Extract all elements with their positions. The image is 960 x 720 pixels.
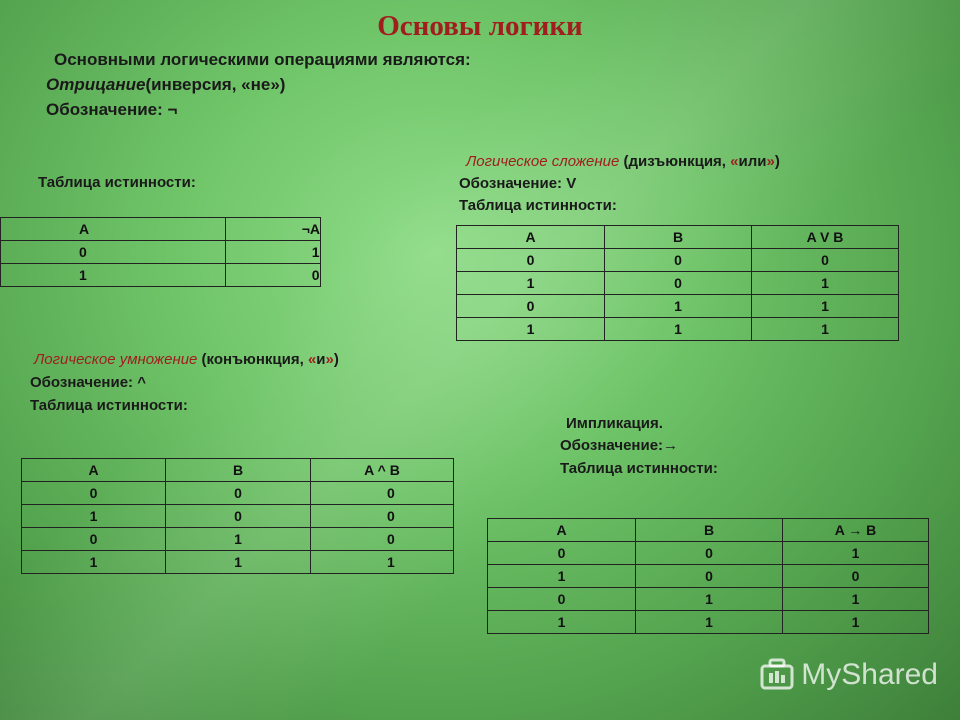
- table-cell: 0: [605, 249, 752, 272]
- or-notation: Обозначение: V: [459, 175, 577, 192]
- and-desc-open: (конъюнкция,: [197, 351, 308, 368]
- table-cell: 0: [636, 565, 783, 588]
- and-quote-close: »: [325, 351, 334, 368]
- table-cell: 0: [488, 542, 636, 565]
- table-header-cell: B: [166, 459, 311, 482]
- table-cell: 1: [783, 588, 929, 611]
- and-desc-close: ): [333, 351, 339, 368]
- table-header-cell: ¬A: [225, 218, 320, 241]
- table-cell: 1: [311, 551, 454, 574]
- table-row: [457, 249, 899, 272]
- imp-truth-table: [487, 518, 929, 634]
- or-desc-open: (дизъюнкция,: [619, 153, 731, 170]
- table-row: [1, 241, 321, 264]
- intro-line: Основными логическими операциями являются:: [54, 50, 471, 69]
- and-word: и: [316, 351, 326, 368]
- and-truth-label: Таблица истинности:: [30, 397, 188, 414]
- table-header-cell: A: [22, 459, 166, 482]
- table-row: [1, 264, 321, 287]
- table-cell: 0: [311, 528, 454, 551]
- table-header-cell: A ^ B: [311, 459, 454, 482]
- negation-name: Отрицание: [46, 75, 146, 94]
- negation-line: [46, 75, 285, 95]
- negation-notation: Обозначение: ¬: [46, 100, 178, 119]
- table-row: [488, 542, 929, 565]
- or-truth-table: [456, 225, 899, 341]
- table-cell: 1: [1, 264, 226, 287]
- table-cell: 0: [22, 482, 166, 505]
- or-quote-open: «: [730, 153, 739, 170]
- table-header-row: [22, 459, 454, 482]
- or-quote-close: »: [766, 153, 775, 170]
- table-row: [488, 611, 929, 634]
- and-notation: Обозначение: ^: [30, 374, 146, 391]
- table-cell: 1: [605, 318, 752, 341]
- table-cell: 0: [311, 505, 454, 528]
- imp-heading: Импликация.: [566, 415, 663, 432]
- table-header-cell: B: [636, 519, 783, 542]
- myshared-icon: [759, 658, 795, 692]
- table-header-cell: A: [1, 218, 226, 241]
- table-cell: 1: [22, 551, 166, 574]
- table-header-cell: A → B: [783, 519, 929, 542]
- table-header-row: [457, 226, 899, 249]
- table-cell: 0: [225, 264, 320, 287]
- table-row: [457, 318, 899, 341]
- table-cell: 0: [783, 565, 929, 588]
- table-cell: 0: [1, 241, 226, 264]
- table-cell: 0: [311, 482, 454, 505]
- table-row: [488, 565, 929, 588]
- table-cell: 1: [166, 528, 311, 551]
- or-word: или: [738, 153, 767, 170]
- table-row: [22, 505, 454, 528]
- and-quote-open: «: [307, 351, 317, 368]
- table-cell: 0: [166, 505, 311, 528]
- table-cell: 1: [488, 611, 636, 634]
- table-cell: 1: [783, 611, 929, 634]
- page-title: Основы логики: [377, 10, 583, 42]
- and-truth-table: [21, 458, 454, 574]
- table-cell: 0: [457, 295, 605, 318]
- table-cell: 1: [488, 565, 636, 588]
- and-heading: [34, 349, 339, 370]
- table-row: [488, 588, 929, 611]
- table-cell: 0: [457, 249, 605, 272]
- and-name: Логическое умножение: [34, 351, 198, 368]
- table-row: [22, 551, 454, 574]
- table-header-cell: A: [457, 226, 605, 249]
- imp-notation: Обозначение:→: [560, 437, 679, 454]
- not-truth-table: [0, 217, 321, 287]
- watermark-text: MyShared: [801, 658, 938, 691]
- table-cell: 1: [605, 295, 752, 318]
- table-row: [457, 295, 899, 318]
- table-header-row: [488, 519, 929, 542]
- or-desc-close: ): [774, 153, 780, 170]
- table-cell: 0: [166, 482, 311, 505]
- table-cell: 0: [636, 542, 783, 565]
- or-truth-label: Таблица истинности:: [459, 197, 617, 214]
- table-cell: 1: [752, 295, 899, 318]
- table-cell: 1: [457, 318, 605, 341]
- table-cell: 1: [22, 505, 166, 528]
- table-row: [22, 482, 454, 505]
- table-header-cell: A: [488, 519, 636, 542]
- table-cell: 0: [22, 528, 166, 551]
- table-cell: 1: [752, 318, 899, 341]
- table-cell: 1: [457, 272, 605, 295]
- or-name: Логическое сложение: [466, 153, 620, 170]
- watermark-logo: [759, 658, 938, 692]
- table-cell: 0: [752, 249, 899, 272]
- table-cell: 0: [488, 588, 636, 611]
- table-row: [457, 272, 899, 295]
- table-header-cell: B: [605, 226, 752, 249]
- imp-truth-label: Таблица истинности:: [560, 460, 718, 477]
- table-cell: 1: [225, 241, 320, 264]
- table-row: [22, 528, 454, 551]
- table-cell: 1: [752, 272, 899, 295]
- table-cell: 0: [605, 272, 752, 295]
- table-header-cell: A V B: [752, 226, 899, 249]
- table-cell: 1: [166, 551, 311, 574]
- table-cell: 1: [783, 542, 929, 565]
- not-truth-label: Таблица истинности:: [38, 174, 196, 191]
- table-cell: 1: [636, 611, 783, 634]
- table-cell: 1: [636, 588, 783, 611]
- or-heading: [466, 151, 780, 172]
- negation-desc: (инверсия, «не»): [145, 75, 286, 94]
- table-header-row: [1, 218, 321, 241]
